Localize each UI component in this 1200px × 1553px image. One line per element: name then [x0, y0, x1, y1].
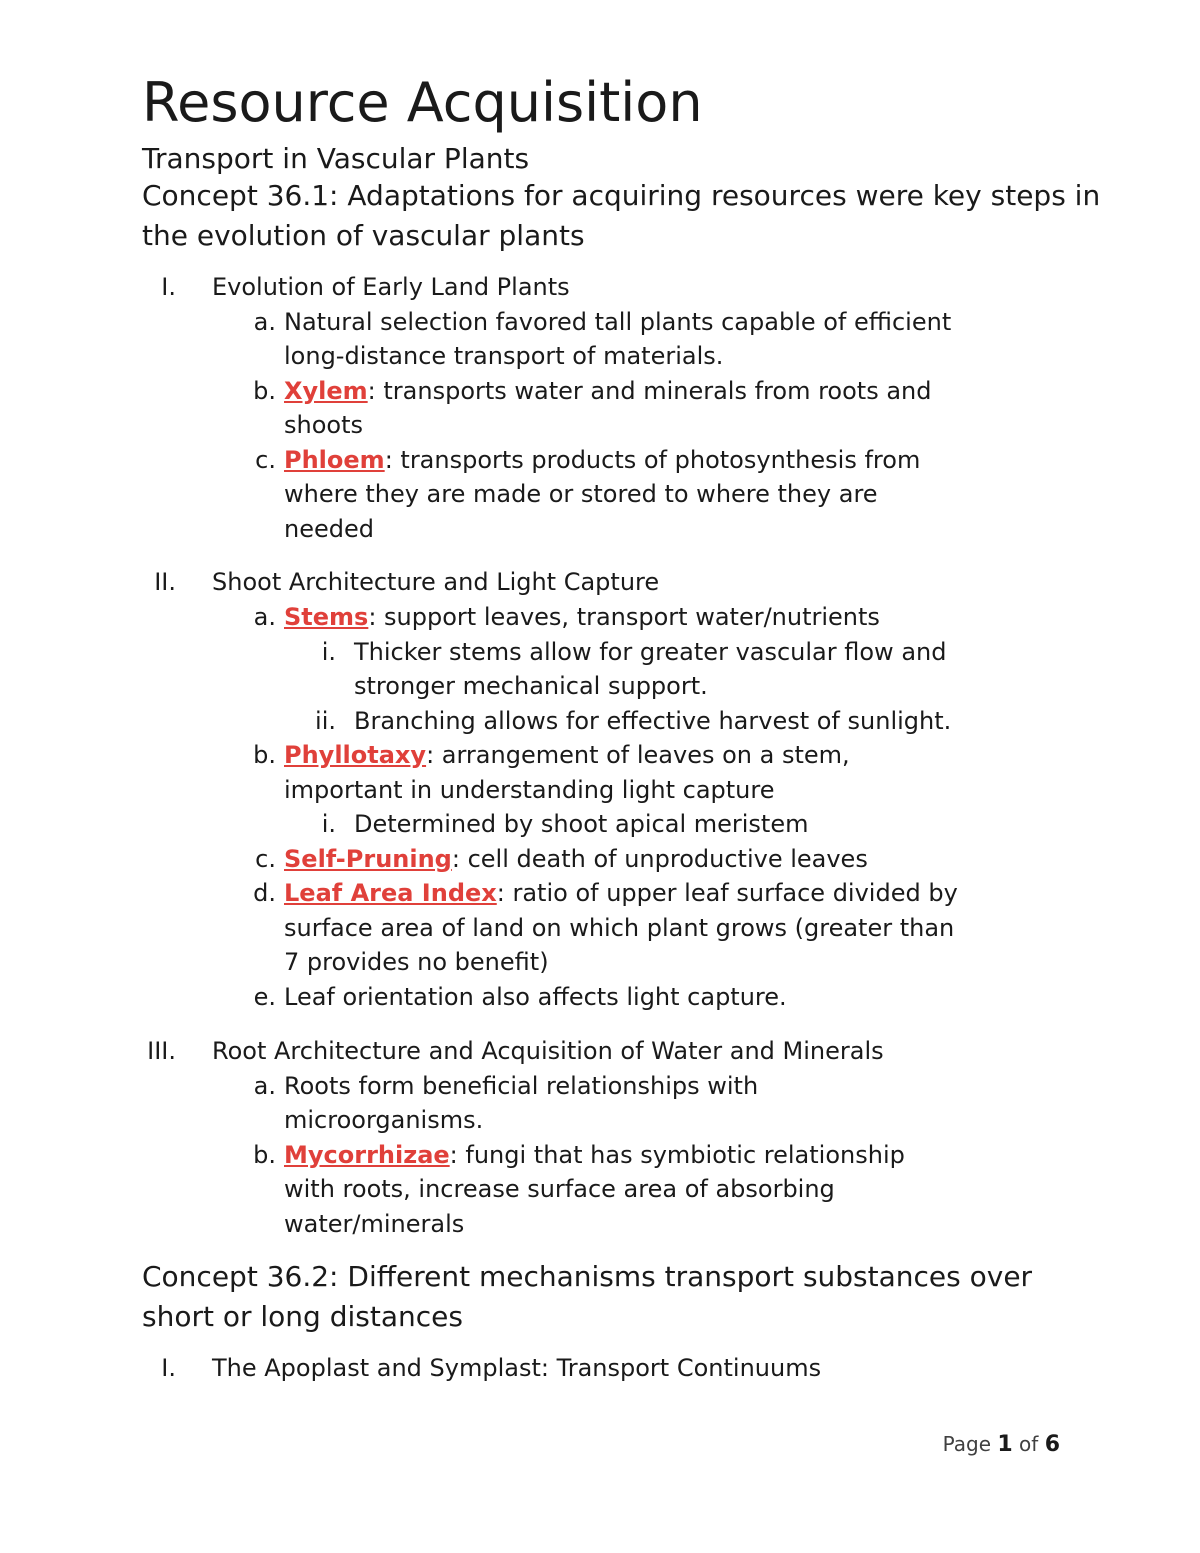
section-heading: Root Architecture and Acquisition of Water and Minerals [212, 1037, 884, 1065]
list-marker: I. [161, 273, 176, 301]
concept-heading-36-1: Concept 36.1: Adaptations for acquiring resources were key steps in the evolution of vascular plants [142, 179, 1101, 252]
list-item-text: where they are made or stored to where they are [284, 480, 878, 508]
definition-text: : transports products of photosynthesis from [384, 446, 921, 474]
list-item-text: long-distance transport of materials. [284, 342, 724, 370]
definition-text: : ratio of upper leaf surface divided by [496, 879, 958, 907]
term-xylem: Xylem [284, 377, 368, 405]
term-phloem: Phloem [284, 446, 385, 474]
list-marker: a. [253, 308, 276, 336]
list-item-text [284, 738, 850, 772]
list-item-text: Branching allows for effective harvest of sunlight. [354, 707, 952, 735]
list-marker: a. [253, 1072, 276, 1100]
list-item-text [284, 876, 958, 910]
term-leaf-area-index: Leaf Area Index [284, 879, 497, 907]
list-marker: i. [321, 810, 336, 838]
term-stems: Stems [284, 603, 369, 631]
term-phyllotaxy: Phyllotaxy [284, 741, 427, 769]
list-marker: b. [253, 377, 276, 405]
list-marker: c. [255, 845, 276, 873]
list-item-text: Leaf orientation also affects light capture. [284, 983, 787, 1011]
document-subtitle: Transport in Vascular Plants [142, 142, 530, 175]
definition-text: : arrangement of leaves on a stem, [426, 741, 850, 769]
section-heading: The Apoplast and Symplast: Transport Continuums [212, 1354, 822, 1382]
list-item-text: Roots form beneficial relationships with [284, 1072, 759, 1100]
definition-text: : support leaves, transport water/nutrients [368, 603, 880, 631]
list-item-text: surface area of land on which plant grows (greater than [284, 914, 955, 942]
definition-text: : fungi that has symbiotic relationship [449, 1141, 905, 1169]
definition-text: : transports water and minerals from roots and [367, 377, 932, 405]
list-item-text [284, 842, 868, 876]
list-item-text: Thicker stems allow for greater vascular flow and [354, 638, 947, 666]
list-marker: e. [253, 983, 276, 1011]
term-self-pruning: Self-Pruning [284, 845, 452, 873]
list-item-text: Natural selection favored tall plants capable of efficient [284, 308, 952, 336]
list-item-text [284, 1138, 905, 1172]
list-marker: c. [255, 446, 276, 474]
list-item-text: Determined by shoot apical meristem [354, 810, 809, 838]
list-marker: i. [321, 638, 336, 666]
document-title: Resource Acquisition [142, 71, 703, 134]
term-mycorrhizae: Mycorrhizae [284, 1141, 450, 1169]
list-marker: d. [253, 879, 276, 907]
list-item-text [284, 374, 931, 408]
list-item-text: microorganisms. [284, 1106, 484, 1134]
list-item-text: needed [284, 515, 374, 543]
list-marker: I. [161, 1354, 176, 1382]
list-marker: a. [253, 603, 276, 631]
list-item-text: important in understanding light capture [284, 776, 775, 804]
definition-text: : cell death of unproductive leaves [451, 845, 868, 873]
list-marker: ii. [315, 707, 336, 735]
total-pages: 6 [1044, 1432, 1060, 1457]
list-item-text: shoots [284, 411, 363, 439]
section-heading: Shoot Architecture and Light Capture [212, 568, 660, 596]
current-page: 1 [997, 1432, 1013, 1457]
page-label: Page [942, 1432, 992, 1456]
list-marker: b. [253, 1141, 276, 1169]
concept-heading-36-2: Concept 36.2: Different mechanisms transport substances over short or long distances [142, 1260, 1033, 1333]
list-item-text: 7 provides no benefit) [284, 948, 549, 976]
list-item-text: with roots, increase surface area of absorbing [284, 1175, 835, 1203]
list-item-text: stronger mechanical support. [354, 672, 708, 700]
list-marker: III. [147, 1037, 176, 1065]
list-marker: b. [253, 741, 276, 769]
page-of-label: of [1019, 1432, 1039, 1456]
list-item-text [284, 443, 920, 477]
list-item-text [284, 600, 880, 634]
page-number [943, 1430, 1060, 1459]
list-item-text: water/minerals [284, 1210, 465, 1238]
list-marker: II. [154, 568, 176, 596]
section-heading: Evolution of Early Land Plants [212, 273, 570, 301]
